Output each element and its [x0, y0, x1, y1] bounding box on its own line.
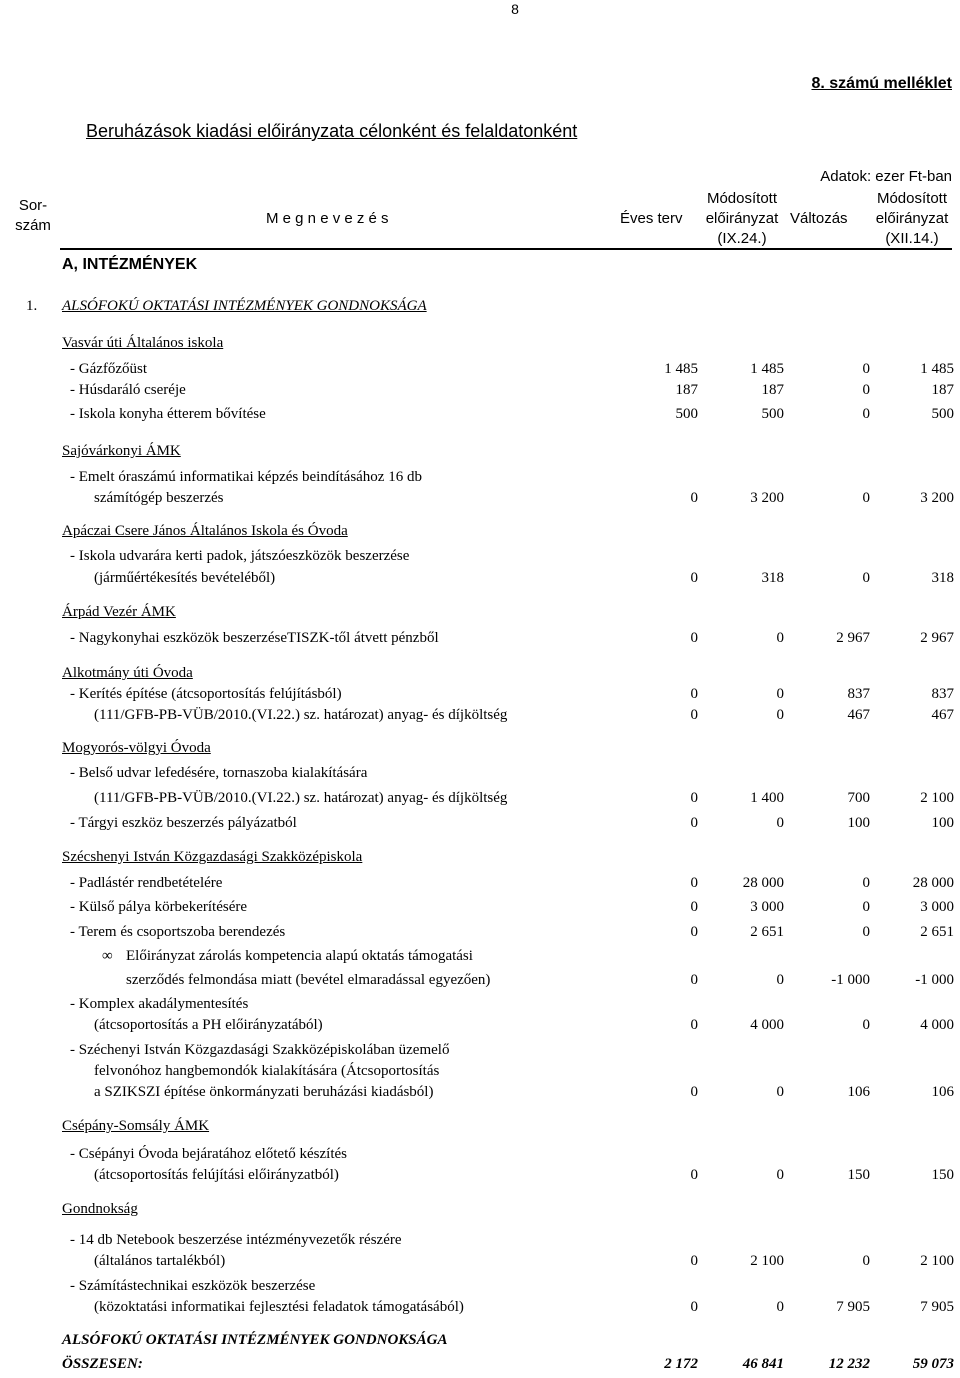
- modositott-1-value: 1 485: [750, 361, 784, 377]
- eves-terv-value: 500: [675, 406, 698, 422]
- valtozas-value: 0: [862, 1017, 870, 1033]
- header-mod2-line3: (XII.14.): [885, 230, 939, 247]
- institution-heading: Vasvár úti Általános iskola: [62, 335, 224, 351]
- modositott-1-value: 0: [776, 1167, 784, 1183]
- header-modositott-2: [866, 189, 958, 249]
- modositott-1-value: 2 651: [750, 924, 784, 940]
- line-item-continuation: (111/GFB-PB-VÜB/2010.(VI.22.) sz. határozat) anyag- és díjköltség: [94, 790, 508, 806]
- header-mod2-line2: előirányzat: [875, 210, 949, 227]
- valtozas-value: 837: [847, 686, 870, 702]
- valtozas-value: 467: [847, 707, 870, 723]
- modositott-2-value: 106: [931, 1084, 954, 1100]
- valtozas-value: 150: [847, 1167, 870, 1183]
- line-item-continuation: (járműértékesítés bevételéből): [94, 570, 276, 586]
- line-item: - Belső udvar lefedésére, tornaszoba kialakítására: [70, 765, 368, 781]
- header-modositott-1: [696, 189, 788, 249]
- modositott-1-value: 187: [761, 382, 784, 398]
- modositott-1-value: 0: [776, 686, 784, 702]
- valtozas-value: 2 967: [836, 630, 870, 646]
- valtozas-value: 0: [862, 924, 870, 940]
- modositott-2-value: 3 000: [920, 899, 954, 915]
- line-item: - Számítástechnikai eszközök beszerzése: [70, 1278, 316, 1294]
- total-label-line2: ÖSSZESEN:: [62, 1356, 143, 1372]
- unit-note: Adatok: ezer Ft-ban: [820, 168, 952, 185]
- line-item: - Külső pálya körbekerítésére: [70, 899, 248, 915]
- modositott-2-value: 187: [931, 382, 954, 398]
- modositott-2-value: 500: [931, 406, 954, 422]
- line-item: - 14 db Netebook beszerzése intézményvezetők részére: [70, 1232, 402, 1248]
- header-mod2-line1: Módosított: [876, 190, 948, 207]
- eves-terv-value: 0: [690, 1084, 698, 1100]
- bullet-icon: ∞: [102, 948, 113, 964]
- modositott-2-value: 3 200: [920, 490, 954, 506]
- modositott-1-value: 0: [776, 1084, 784, 1100]
- modositott-1-value: 1 400: [750, 790, 784, 806]
- eves-terv-value: 0: [690, 570, 698, 586]
- total-modositott-1: 46 841: [742, 1356, 784, 1372]
- modositott-1-value: 500: [761, 406, 784, 422]
- modositott-2-value: 318: [931, 570, 954, 586]
- modositott-2-value: 2 967: [920, 630, 954, 646]
- valtozas-value: 700: [847, 790, 870, 806]
- bullet-text: szerződés felmondása miatt (bevétel elmaradással egyezően): [126, 972, 491, 988]
- modositott-1-value: 318: [761, 570, 784, 586]
- line-item-continuation: (átcsoportosítás felújítási előirányzatból): [94, 1167, 339, 1183]
- eves-terv-value: 0: [690, 1299, 698, 1315]
- modositott-2-value: 2 100: [920, 790, 954, 806]
- total-valtozas: 12 232: [828, 1356, 870, 1372]
- header-mod1-line2: előirányzat: [705, 210, 779, 227]
- group-number: 1.: [26, 298, 38, 314]
- institution-heading: Csépány-Somsály ÁMK: [62, 1118, 210, 1134]
- line-item-continuation: számítógép beszerzés: [94, 490, 224, 506]
- modositott-2-value: 150: [931, 1167, 954, 1183]
- institution-heading: Szécshenyi István Közgazdasági Szakközépiskola: [62, 849, 363, 865]
- eves-terv-value: 0: [690, 899, 698, 915]
- line-item: - Gázfőzőüst: [70, 361, 148, 377]
- eves-terv-value: 1 485: [664, 361, 698, 377]
- line-item: - Komplex akadálymentesítés: [70, 996, 249, 1012]
- header-mod1-line3: (IX.24.): [717, 230, 767, 247]
- modositott-1-value: 0: [776, 815, 784, 831]
- modositott-2-value: 7 905: [920, 1299, 954, 1315]
- header-sorszam-line2: szám: [15, 217, 51, 234]
- modositott-1-value: 3 000: [750, 899, 784, 915]
- annex-label: 8. számú melléklet: [811, 75, 952, 92]
- line-item: - Nagykonyhai eszközök beszerzéseTISZK-től átvett pénzből: [70, 630, 439, 646]
- modositott-1-value: 2 100: [750, 1253, 784, 1269]
- header-sorszam: [14, 196, 52, 236]
- line-item: - Tárgyi eszköz beszerzés pályázatból: [70, 815, 297, 831]
- eves-terv-value: 0: [690, 924, 698, 940]
- line-item: - Iskola udvarára kerti padok, játszóeszközök beszerzése: [70, 548, 410, 564]
- header-megnevezes: M e g n e v e z é s: [266, 210, 389, 227]
- modositott-2-value: 4 000: [920, 1017, 954, 1033]
- valtozas-value: 0: [862, 899, 870, 915]
- line-item: - Iskola konyha étterem bővítése: [70, 406, 266, 422]
- line-item-continuation: (átcsoportosítás a PH előirányzatából): [94, 1017, 323, 1033]
- modositott-1-value: 28 000: [742, 875, 784, 891]
- line-item: - Húsdaráló cseréje: [70, 382, 186, 398]
- line-item-continuation: felvonóhoz hangbemondók kialakítására (Átcsoportosítás: [94, 1063, 440, 1079]
- eves-terv-value: 0: [690, 1017, 698, 1033]
- line-item-continuation: (közoktatási informatikai fejlesztési feladatok támogatásából): [94, 1299, 464, 1315]
- valtozas-value: 0: [862, 875, 870, 891]
- eves-terv-value: 187: [675, 382, 698, 398]
- modositott-2-value: 2 100: [920, 1253, 954, 1269]
- header-sorszam-line1: Sor-: [18, 197, 48, 214]
- valtozas-value: 0: [862, 570, 870, 586]
- eves-terv-value: 0: [690, 630, 698, 646]
- line-item-continuation: (általános tartalékból): [94, 1253, 226, 1269]
- modositott-1-value: 3 200: [750, 490, 784, 506]
- modositott-1-value: 0: [776, 707, 784, 723]
- modositott-2-value: 2 651: [920, 924, 954, 940]
- line-item: - Padlástér rendbetételére: [70, 875, 223, 891]
- valtozas-value: 0: [862, 406, 870, 422]
- institution-heading: Gondnokság: [62, 1201, 138, 1217]
- institution-heading: Sajóvárkonyi ÁMK: [62, 443, 181, 459]
- group-name: ALSÓFOKÚ OKTATÁSI INTÉZMÉNYEK GONDNOKSÁGA: [62, 298, 427, 314]
- page-number: 8: [511, 1, 519, 17]
- valtozas-value: 106: [847, 1084, 870, 1100]
- eves-terv-value: 0: [690, 686, 698, 702]
- line-item: - Emelt óraszámú informatikai képzés beindításához 16 db: [70, 469, 422, 485]
- valtozas-value: 0: [862, 361, 870, 377]
- total-eves-terv: 2 172: [664, 1356, 698, 1372]
- eves-terv-value: 0: [690, 790, 698, 806]
- institution-heading: Árpád Vezér ÁMK: [62, 604, 176, 620]
- modositott-1-value: 0: [776, 630, 784, 646]
- modositott-2-value: -1 000: [915, 972, 954, 988]
- valtozas-value: 0: [862, 1253, 870, 1269]
- eves-terv-value: 0: [690, 707, 698, 723]
- institution-heading: Apáczai Csere János Általános Iskola és Óvoda: [62, 523, 348, 539]
- modositott-1-value: 4 000: [750, 1017, 784, 1033]
- line-item-continuation: (111/GFB-PB-VÜB/2010.(VI.22.) sz. határozat) anyag- és díjköltség: [94, 707, 508, 723]
- modositott-2-value: 837: [931, 686, 954, 702]
- modositott-2-value: 1 485: [920, 361, 954, 377]
- line-item: - Széchenyi István Közgazdasági Szakközépiskolában üzemelő: [70, 1042, 450, 1058]
- eves-terv-value: 0: [690, 875, 698, 891]
- header-rule: [60, 248, 952, 250]
- header-valtozas: Változás: [790, 210, 848, 227]
- section-title: A, INTÉZMÉNYEK: [62, 256, 198, 273]
- modositott-2-value: 28 000: [912, 875, 954, 891]
- modositott-2-value: 100: [931, 815, 954, 831]
- valtozas-value: 7 905: [836, 1299, 870, 1315]
- eves-terv-value: 0: [690, 490, 698, 506]
- eves-terv-value: 0: [690, 1167, 698, 1183]
- eves-terv-value: 0: [690, 1253, 698, 1269]
- line-item: - Terem és csoportszoba berendezés: [70, 924, 286, 940]
- line-item: - Csépányi Óvoda bejáratához előtető készítés: [70, 1146, 347, 1162]
- valtozas-value: -1 000: [831, 972, 870, 988]
- valtozas-value: 100: [847, 815, 870, 831]
- line-item: - Kerítés építése (átcsoportosítás felújításból): [70, 686, 342, 702]
- institution-heading: Mogyorós-völgyi Óvoda: [62, 740, 211, 756]
- modositott-1-value: 0: [776, 972, 784, 988]
- line-item-continuation: a SZIKSZI építése önkormányzati beruházási kiadásból): [94, 1084, 434, 1100]
- total-modositott-2: 59 073: [912, 1356, 954, 1372]
- modositott-2-value: 467: [931, 707, 954, 723]
- bullet-text: Előirányzat zárolás kompetencia alapú oktatás támogatási: [126, 948, 473, 964]
- header-mod1-line1: Módosított: [706, 190, 778, 207]
- eves-terv-value: 0: [690, 972, 698, 988]
- valtozas-value: 0: [862, 382, 870, 398]
- eves-terv-value: 0: [690, 815, 698, 831]
- institution-heading: Alkotmány úti Óvoda: [62, 665, 193, 681]
- total-label-line1: ALSÓFOKÚ OKTATÁSI INTÉZMÉNYEK GONDNOKSÁGA: [62, 1332, 448, 1348]
- header-eves-terv: Éves terv: [620, 210, 683, 227]
- modositott-1-value: 0: [776, 1299, 784, 1315]
- valtozas-value: 0: [862, 490, 870, 506]
- page-title: Beruházások kiadási előirányzata célonként és felaldatonként: [86, 121, 578, 141]
